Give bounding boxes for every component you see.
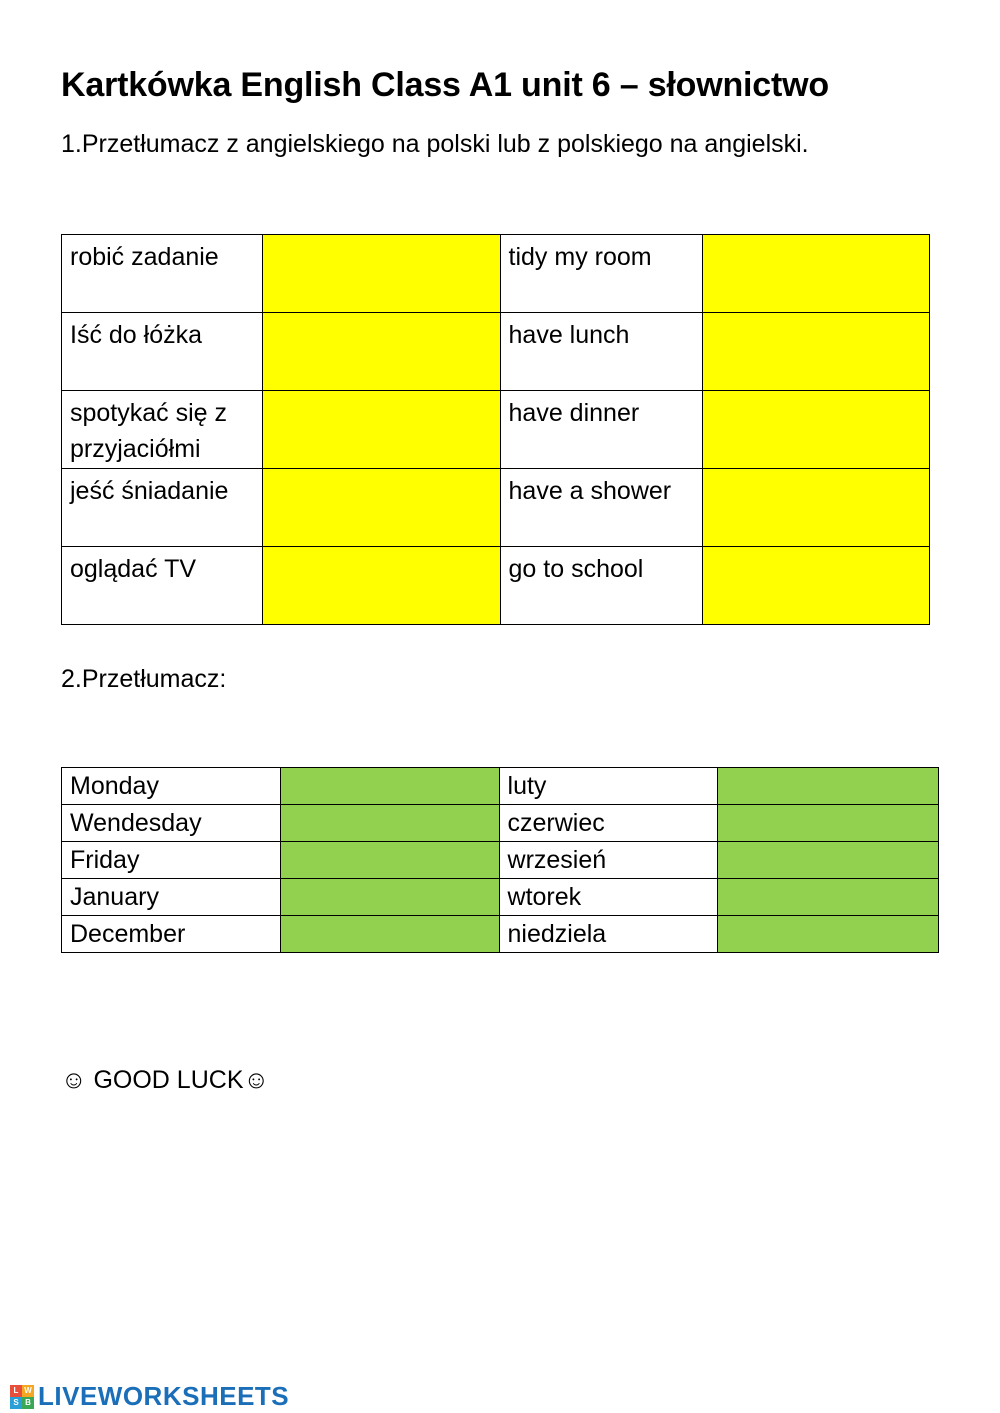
prompt-cell: robić zadanie	[62, 235, 263, 313]
answer-field[interactable]	[718, 768, 939, 805]
answer-field[interactable]	[280, 916, 499, 953]
prompt-cell: Monday	[62, 768, 281, 805]
liveworksheets-footer[interactable]	[10, 1381, 289, 1412]
answer-field[interactable]	[262, 547, 500, 625]
table-row	[62, 879, 939, 916]
table-row	[62, 313, 930, 391]
prompt-cell: jeść śniadanie	[62, 469, 263, 547]
prompt-cell: have a shower	[500, 469, 703, 547]
exercise2-instruction: 2.Przetłumacz:	[61, 665, 227, 693]
answer-field[interactable]	[718, 842, 939, 879]
prompt-cell: tidy my room	[500, 235, 703, 313]
answer-field[interactable]	[718, 805, 939, 842]
prompt-cell: Iść do łóżka	[62, 313, 263, 391]
prompt-cell: wrzesień	[499, 842, 718, 879]
exercise1-instruction: 1.Przetłumacz z angielskiego na polski lub z polskiego na angielski.	[61, 130, 809, 158]
exercise2-table	[61, 767, 939, 953]
prompt-cell: have lunch	[500, 313, 703, 391]
table-row	[62, 842, 939, 879]
answer-field[interactable]	[280, 768, 499, 805]
answer-field[interactable]	[262, 469, 500, 547]
prompt-cell: spotykać się z przyjaciółmi	[62, 391, 263, 469]
table-row	[62, 768, 939, 805]
logo-letter: B	[22, 1397, 34, 1409]
logo-letter: S	[10, 1397, 22, 1409]
prompt-cell: have dinner	[500, 391, 703, 469]
prompt-cell: December	[62, 916, 281, 953]
prompt-cell: niedziela	[499, 916, 718, 953]
answer-field[interactable]	[718, 879, 939, 916]
answer-field[interactable]	[703, 469, 930, 547]
prompt-cell: oglądać TV	[62, 547, 263, 625]
logo-letter: W	[22, 1385, 34, 1397]
answer-field[interactable]	[703, 547, 930, 625]
answer-field[interactable]	[703, 235, 930, 313]
answer-field[interactable]	[703, 313, 930, 391]
prompt-cell: wtorek	[499, 879, 718, 916]
prompt-cell: Wendesday	[62, 805, 281, 842]
table-row	[62, 547, 930, 625]
prompt-cell: czerwiec	[499, 805, 718, 842]
answer-field[interactable]	[262, 235, 500, 313]
table-row	[62, 391, 930, 469]
prompt-cell: luty	[499, 768, 718, 805]
answer-field[interactable]	[718, 916, 939, 953]
answer-field[interactable]	[280, 842, 499, 879]
table-row	[62, 805, 939, 842]
answer-field[interactable]	[262, 391, 500, 469]
page-title: Kartkówka English Class A1 unit 6 – słownictwo	[61, 66, 829, 104]
table-row	[62, 916, 939, 953]
prompt-cell: Friday	[62, 842, 281, 879]
prompt-cell: January	[62, 879, 281, 916]
logo-letter: L	[10, 1385, 22, 1397]
answer-field[interactable]	[262, 313, 500, 391]
table-row	[62, 469, 930, 547]
exercise1-table	[61, 234, 930, 625]
brand-name: LIVEWORKSHEETS	[38, 1381, 290, 1411]
answer-field[interactable]	[280, 805, 499, 842]
table-row	[62, 235, 930, 313]
good-luck-text: ☺ GOOD LUCK☺	[61, 1066, 270, 1094]
liveworksheets-logo-icon	[10, 1385, 34, 1409]
answer-field[interactable]	[703, 391, 930, 469]
answer-field[interactable]	[280, 879, 499, 916]
prompt-cell: go to school	[500, 547, 703, 625]
